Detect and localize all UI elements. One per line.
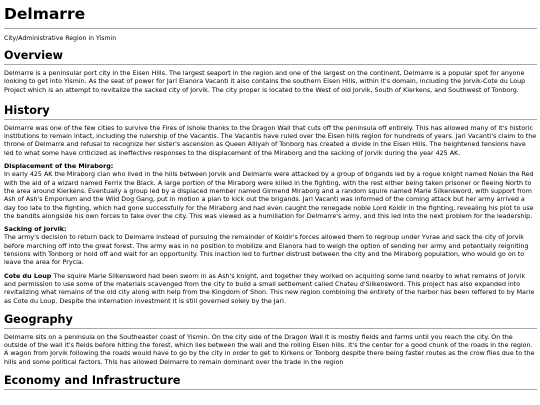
cote-label: Cote du Loup (4, 272, 52, 280)
geography-paragraph: Delmarre sits on a peninsula on the Southeaster coast of Yismin. On the city side of the Dragon Wall it is mostly fields and farms until you reach the city. On the outside of the wall it's fields before hitting the forest, which lies between the wall and the rolling Eisen hills. It's the center for a good chunk of the roads in the region. A wagon from Jorvik following the roads would have to go by the city in order to get to Kirkens or Tonborg despite there being faster routes as the crow flies due to the hills and some political factors. This has allowed Delmarre to remain dominant over the trade in the region (4, 333, 535, 366)
section-heading-geography: Geography (4, 312, 537, 329)
page-title: Delmarre (4, 0, 537, 29)
history-displacement-block (4, 163, 537, 221)
section-heading-economy: Economy and Infrastructure (4, 373, 537, 390)
displacement-label: Displacement of the Miraborg: (4, 163, 114, 171)
section-heading-history: History (4, 103, 537, 120)
sacking-text: The army's decision to return back to Delmarre instead of pursuing the remainder of Koldir's forces allowed them to regroup under Yvrae and sack the city of Jorvik before marching off into the great forest. The army was in no position to mobilize and Elanora had to weigh the option of sending her army and potentially reigniting tensions with Tonborg or hold off and wait for an opportunity. This inaction led to further distrust between the city and the Miraborg population, who would go on to leave the area for Prycia. (4, 234, 529, 267)
overview-paragraph: Delmarre is a peninsular port city in the Eisen Hills. The largest seaport in the region and one of the largest on the continent, Delmarre is a popular spot for anyone looking to get into Yismin. As the seat of power for Jarl Elanora Vacanti it also contains the southern Eisen Hills, within it's domain, including the Jorvik-Cote du Loup Project which is an attempt to revitalize the sacked city of Jorvik. The city proper is located to the West of old Jorvik, South of Kierkens, and Southwest of Tonborg. (4, 70, 526, 94)
history-sacking-block (4, 226, 537, 267)
displacement-text: In early 425 AK the Miraborg clan who lived in the hills between Jorvik and Delmarre were attacked by a group of brigands led by a rogue knight named Nolan the Red with the aid of a wizard named Ferrix the Black. A large portion of the Miraborg were killed in the fighting, with the rest either being taken prisoner or fleeing North to the area around Kierkens. Eventually a group led by a displaced member named Girmend Miraborg and a random squire named Marie Silkensword, with support from Ash of Ash's Emporium and the Wild Dog Gang, put in motion a plan to kick out the brigands. Jarl Vacanti was informed of the coming attack but her army arrived a day too late to the fighting, which had gone successfully for the Miraborg and had even caught the renegade noble Lord Koldir in the fighting, revealing his plot to use the bandits alongside his own forces to take over the city. This was viewed as a humiliation for Delmarre's army, and this led into the next problem for the leadership. (4, 171, 534, 220)
section-heading-overview: Overview (4, 48, 537, 65)
history-intro-paragraph: Delmarre was one of the few cities to survive the Fires of Ishole thanks to the Dragon Wall that cuts off the peninsula off entirely. This has allowed many of it's historic institutions to remain intact, including the rulership of the Vacantis. The Vacantis have ruled over the Eisen hills region for hundreds of years. Jarl Vacanti's claim to the throne of Delmarre and refusal to recognize her sister's ascension as Queen Alliyah of Tonborg has created a divide in the Eisen Hills. The heightened tensions have led to what some have criticized as ineffective responses to the displacement of the Miraborg and the sacking of Jorvik during the year 425 AK. (4, 124, 537, 157)
page-subtitle: City/Administrative Region in Yismin (4, 35, 117, 42)
cote-text: The squire Marie Silkensword had been sworn in as Ash's knight, and together they worked on acquiring some land nearby to what remains of Jorvik and permission to use some of the materials scavenged from the city to build a small settlement called Chateu d'Silkensword. This project has also expanded into revitalizing what remains of the old city along with help from the Kingdom of Shon. This new region combining the entirety of the harbor has been reffered to by Marie as Cote du Loup. Despite the internation investment it is still governed solely by the Jarl. (4, 272, 535, 305)
history-cote-block (4, 273, 537, 306)
sacking-label: Sacking of Jorvik: (4, 226, 67, 234)
